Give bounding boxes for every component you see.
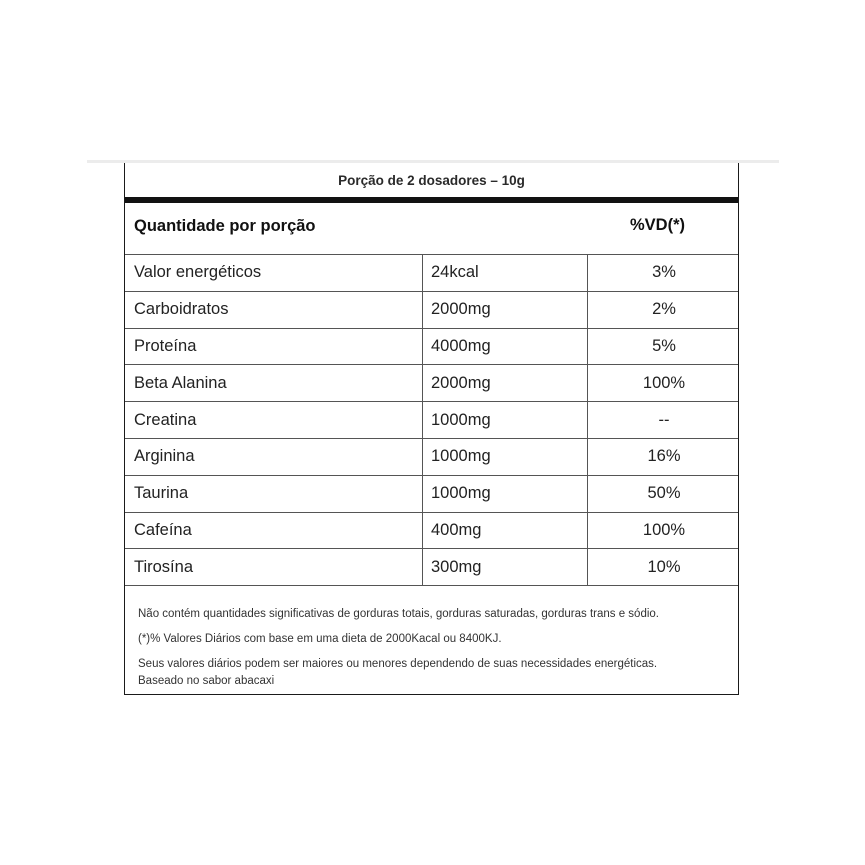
nutrient-name: Beta Alanina [125, 365, 423, 401]
nutrient-name: Carboidratos [125, 292, 423, 328]
table-row [125, 292, 738, 329]
table-row [125, 476, 738, 513]
header-daily-value: %VD(*) [630, 216, 686, 234]
nutrient-name: Valor energéticos [125, 255, 423, 291]
nutrient-amount: 1000mg [423, 439, 588, 475]
footnote-insignificant: Não contém quantidades significativas de gorduras totais, gorduras saturadas, gorduras trans e sódio. [138, 608, 659, 620]
nutrient-amount: 2000mg [423, 292, 588, 328]
table-row [125, 439, 738, 476]
nutrient-daily-value: 100% [642, 520, 686, 539]
nutrient-daily-value: 3% [652, 263, 676, 282]
nutrient-name: Creatina [125, 402, 423, 438]
serving-size: Porção de 2 dosadores – 10g [338, 172, 525, 188]
nutrient-amount: 300mg [423, 549, 588, 585]
nutrient-daily-value: 50% [647, 484, 681, 503]
nutrient-amount: 1000mg [423, 476, 588, 512]
nutrient-daily-value: 10% [647, 557, 681, 576]
footnote-flavor: Baseado no sabor abacaxi [138, 675, 275, 687]
nutrient-daily-value: 100% [642, 373, 686, 392]
table-header [125, 203, 738, 255]
footnote-daily-values: (*)% Valores Diários com base em uma dieta de 2000Kacal ou 8400KJ. [138, 633, 502, 645]
table-row [125, 513, 738, 550]
table-row [125, 549, 738, 586]
table-body [125, 255, 738, 586]
nutrient-amount: 1000mg [423, 402, 588, 438]
nutrient-daily-value: -- [658, 410, 670, 429]
nutrient-daily-value: 16% [647, 447, 681, 466]
footnotes [138, 606, 728, 690]
table-row [125, 255, 738, 292]
footnote-variation: Seus valores diários podem ser maiores ou menores dependendo de suas necessidades energéticas. [138, 658, 658, 670]
nutrient-name: Cafeína [125, 513, 423, 549]
nutrient-amount: 400mg [423, 513, 588, 549]
nutrient-name: Proteína [125, 329, 423, 365]
nutrient-name: Taurina [125, 476, 423, 512]
nutrient-daily-value: 5% [652, 336, 676, 355]
table-row [125, 365, 738, 402]
nutrient-name: Tirosína [125, 549, 423, 585]
nutrient-amount: 2000mg [423, 365, 588, 401]
nutrient-name: Arginina [125, 439, 423, 475]
table-row [125, 402, 738, 439]
nutrient-amount: 4000mg [423, 329, 588, 365]
nutrient-amount: 24kcal [423, 255, 588, 291]
header-quantity: Quantidade por porção [134, 217, 316, 235]
table-row [125, 329, 738, 366]
nutrition-table [124, 163, 739, 695]
nutrient-daily-value: 2% [652, 300, 676, 319]
